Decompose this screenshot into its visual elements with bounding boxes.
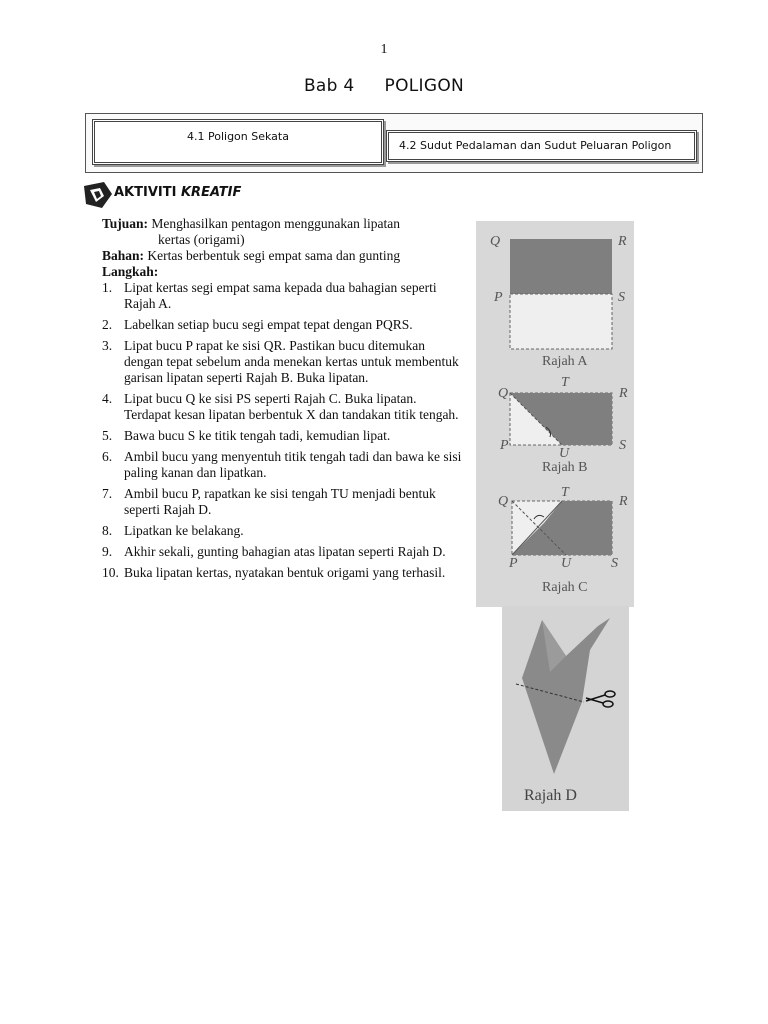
scissors-icon [586, 691, 615, 707]
label-s: S [618, 290, 625, 305]
label-p: P [500, 438, 509, 453]
activity-word1: AKTIVITI [114, 185, 177, 200]
tab-poligon-sekata[interactable]: 4.1 Poligon Sekata [92, 119, 384, 165]
label-t: T [561, 485, 569, 500]
label-p: P [509, 556, 518, 571]
step-number: 2. [102, 317, 113, 332]
step-text: Lipatkan ke belakang. [124, 523, 244, 538]
step-text: Bawa bucu S ke titik tengah tadi, kemudian lipat. [124, 428, 391, 443]
step-number: 4. [102, 391, 113, 406]
label-r: R [619, 386, 628, 401]
label-p: P [494, 290, 503, 305]
step-item [102, 428, 466, 444]
step-item [102, 565, 466, 581]
activity-word2: KREATIF [180, 185, 242, 200]
step-number: 10. [102, 565, 119, 580]
rajah-b-figure [476, 373, 634, 483]
label-t: T [561, 375, 569, 390]
rajah-d-figure [502, 606, 629, 811]
step-number: 6. [102, 449, 113, 464]
step-number: 3. [102, 338, 113, 353]
langkah-label: Langkah: [102, 264, 159, 279]
rajah-d-origami [522, 618, 610, 774]
label-r: R [618, 234, 627, 249]
caption-rajah-d: Rajah D [524, 787, 577, 804]
rajah-a-folded-half [510, 239, 612, 294]
step-text: Lipat bucu P rapat ke sisi QR. Pastikan bucu ditemukan dengan tepat sebelum anda menekan kertas untuk membentuk garisan lipatan seperti Rajah B. Buka lipatan. [124, 338, 459, 385]
step-number: 1. [102, 280, 113, 295]
rajah-a-open-half [510, 294, 612, 349]
tujuan-text-1: Menghasilkan pentagon menggunakan lipatan [151, 216, 400, 231]
caption-rajah-b: Rajah B [542, 460, 588, 475]
step-item [102, 544, 466, 560]
step-text: Labelkan setiap bucu segi empat tepat dengan PQRS. [124, 317, 413, 332]
step-text: Buka lipatan kertas, nyatakan bentuk origami yang terhasil. [124, 565, 446, 580]
activity-content [102, 216, 466, 586]
label-u: U [559, 446, 570, 461]
rajah-c-figure [476, 483, 634, 601]
step-item [102, 317, 466, 333]
chapter-name: POLIGON [384, 76, 465, 96]
label-q: Q [490, 234, 501, 249]
step-text: Ambil bucu P, rapatkan ke sisi tengah TU menjadi bentuk seperti Rajah D. [124, 486, 436, 517]
bahan-line [102, 248, 466, 264]
tujuan-text-2: kertas (origami) [158, 232, 245, 247]
pencil-logo-icon [82, 180, 118, 210]
label-q: Q [498, 386, 509, 401]
tujuan-label: Tujuan: [102, 216, 149, 231]
step-item [102, 449, 466, 481]
bahan-label: Bahan: [102, 248, 145, 263]
step-text: Ambil bucu yang menyentuh titik tengah tadi dan bawa ke sisi paling kanan dan lipatkan. [124, 449, 462, 480]
step-item [102, 338, 466, 386]
caption-rajah-a: Rajah A [542, 354, 588, 369]
step-item [102, 391, 466, 423]
step-text: Lipat bucu Q ke sisi PS seperti Rajah C. Buka lipatan. Terdapat kesan lipatan berbentuk X dan tandakan titik tengah. [124, 391, 459, 422]
label-r: R [619, 494, 628, 509]
chapter-title [0, 76, 768, 96]
activity-heading [114, 185, 241, 200]
step-text: Lipat kertas segi empat sama kepada dua bahagian seperti Rajah A. [124, 280, 437, 311]
rajah-a-figure [476, 225, 634, 373]
bahan-text: Kertas berbentuk segi empat sama dan gunting [147, 248, 401, 263]
tujuan-line [102, 216, 466, 232]
label-u: U [561, 556, 572, 571]
label-s: S [619, 438, 626, 453]
step-item [102, 280, 466, 312]
label-s: S [611, 556, 618, 571]
step-number: 7. [102, 486, 113, 501]
step-list [102, 280, 466, 581]
step-number: 9. [102, 544, 113, 559]
caption-rajah-c: Rajah C [542, 580, 588, 595]
label-q: Q [498, 494, 509, 509]
step-text: Akhir sekali, gunting bahagian atas lipatan seperti Rajah D. [124, 544, 446, 559]
tab-sudut-pedalaman[interactable]: 4.2 Sudut Pedalaman dan Sudut Peluaran Poligon [386, 130, 697, 162]
step-number: 8. [102, 523, 113, 538]
step-item [102, 486, 466, 518]
chapter-number: Bab 4 [303, 76, 355, 96]
step-item [102, 523, 466, 539]
page-number: 1 [380, 42, 388, 57]
step-number: 5. [102, 428, 113, 443]
